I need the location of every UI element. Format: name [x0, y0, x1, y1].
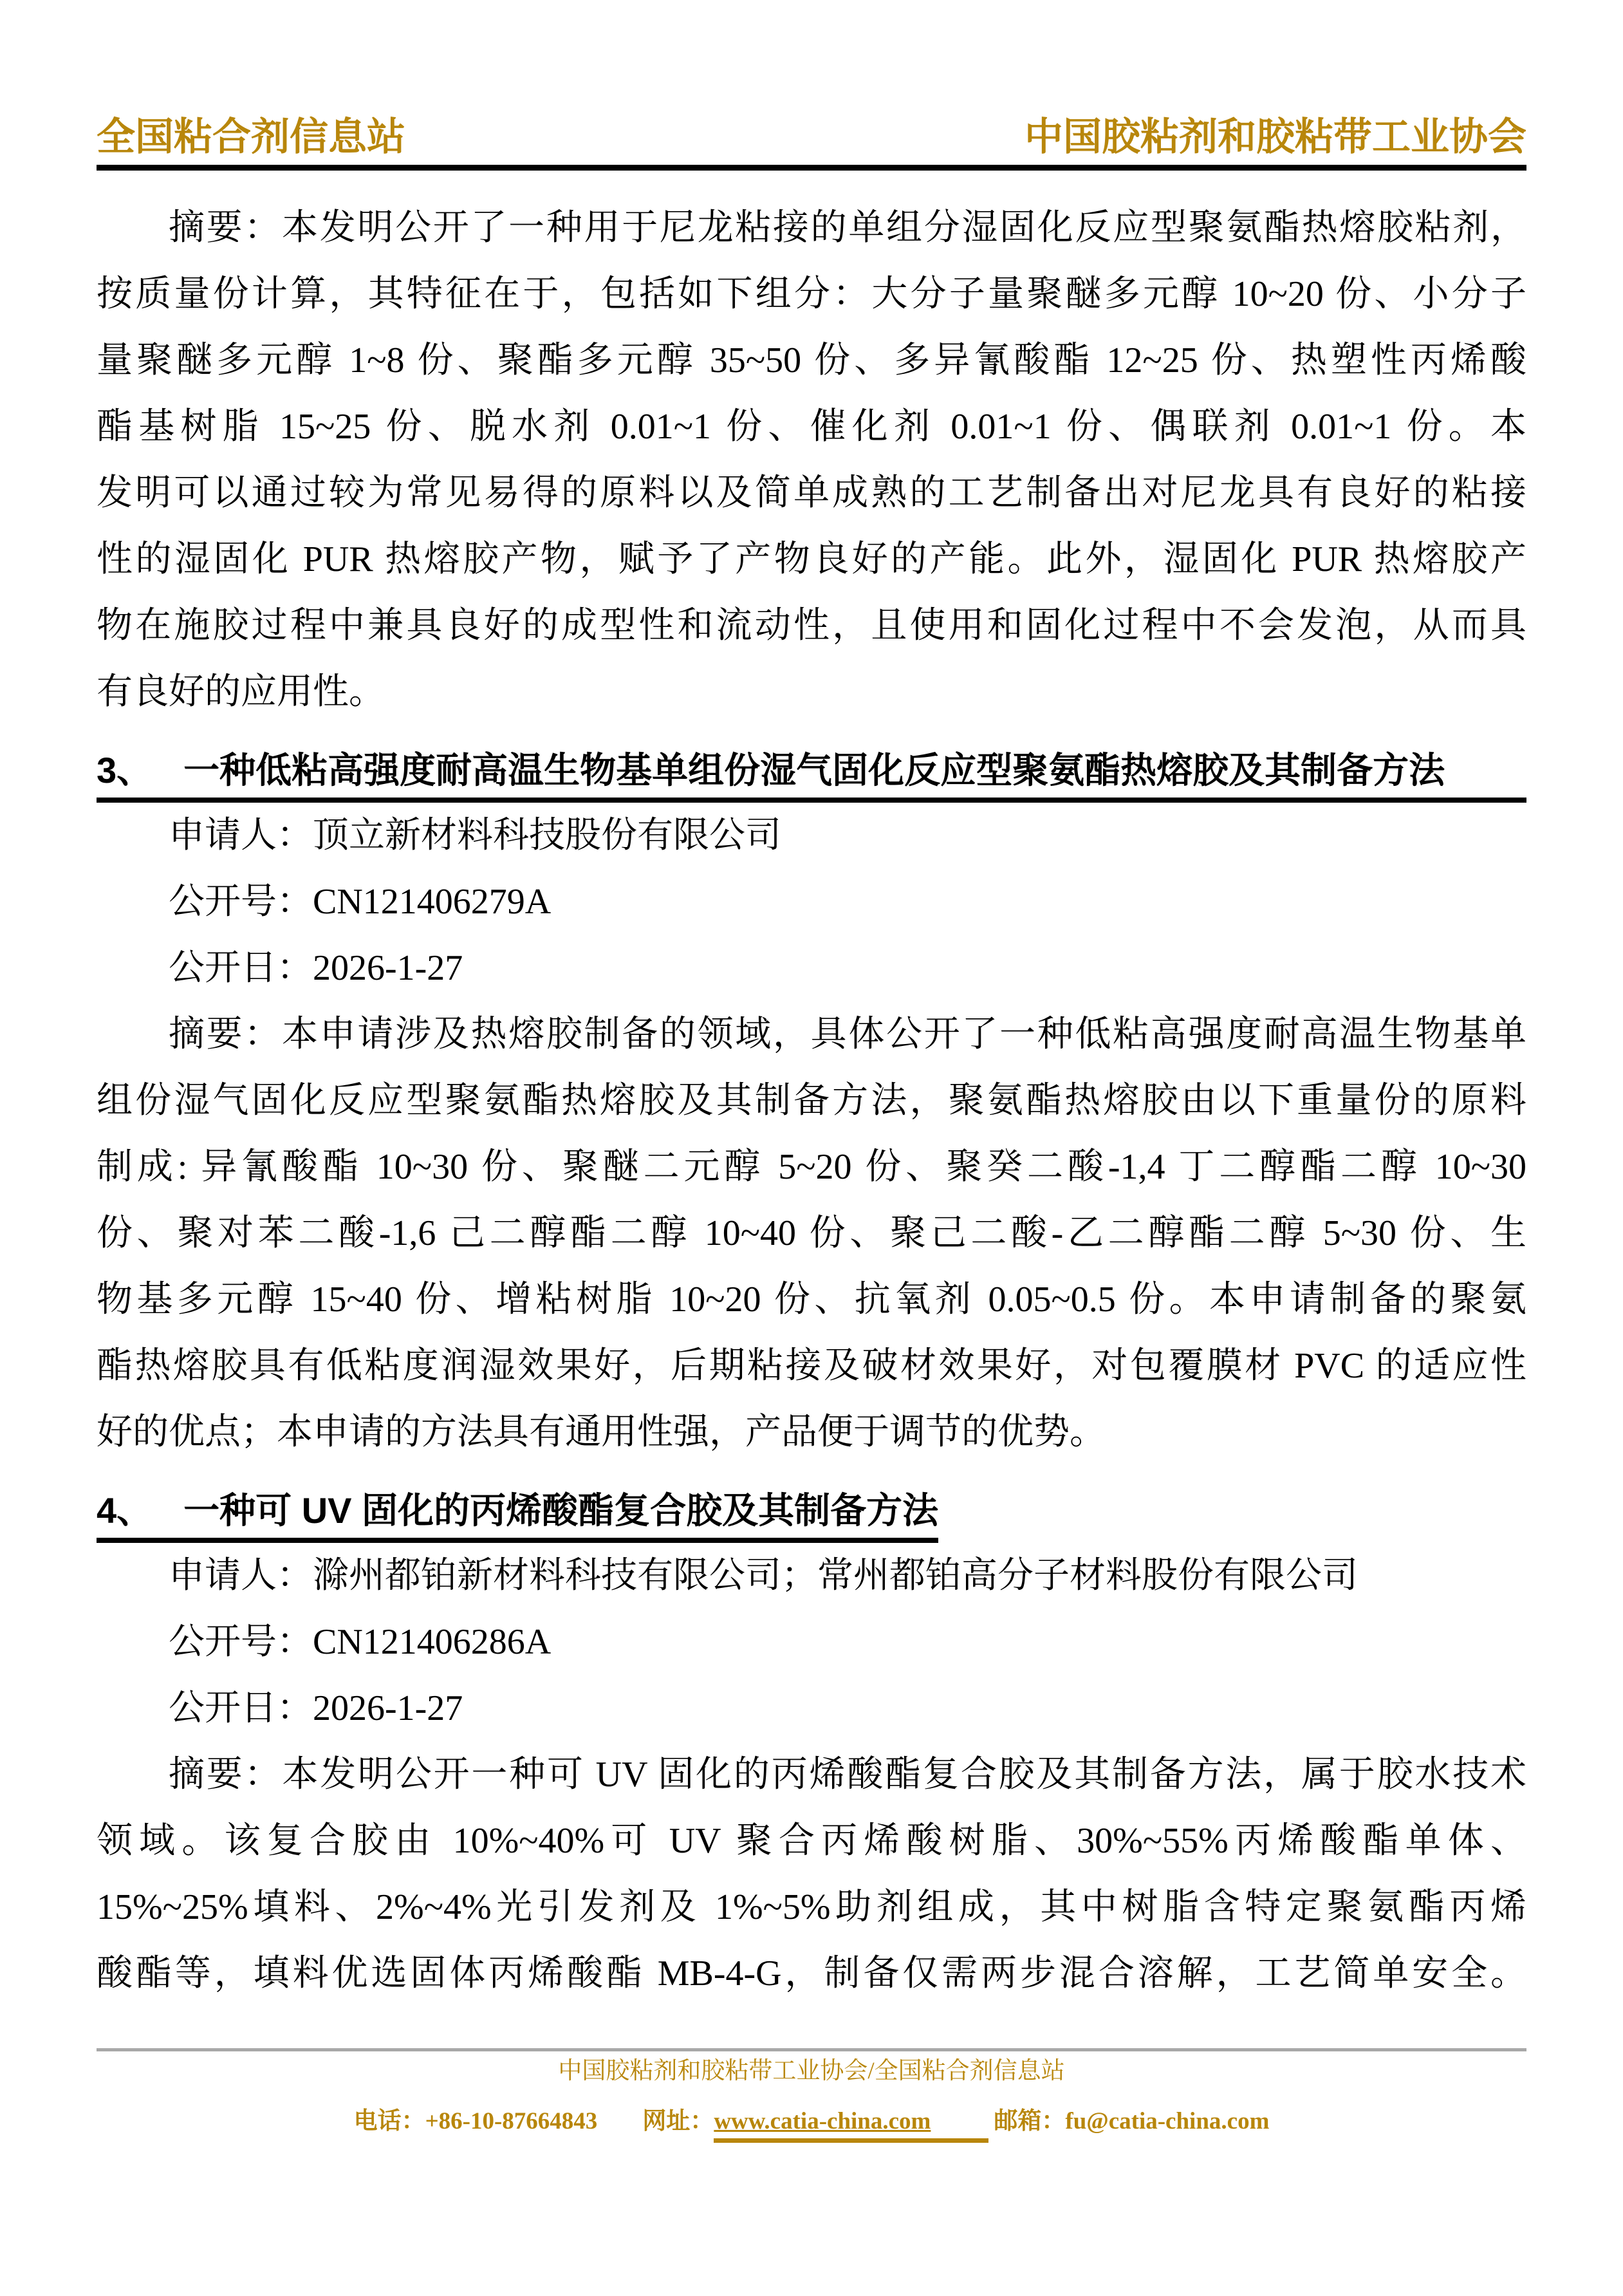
text-line: 制成: 异氰酸酯 10~30 份、聚醚二元醇 5~20 份、聚癸二酸-1,4 丁二醇酯二醇 10~30: [97, 1147, 1526, 1187]
header-divider-rule: [97, 165, 1526, 171]
patent-3-pubdate-row: [97, 935, 1526, 1002]
text-line: 组份湿气固化反应型聚氨酯热熔胶及其制备方法，聚氨酯热熔胶由以下重量份的原料: [97, 1081, 1526, 1121]
patent-4-abstract-paragraph: [97, 1742, 1526, 2007]
patent-3-pubno-row: [97, 869, 1526, 935]
pubdate-value: 2026-1-27: [313, 948, 463, 988]
footer-organization-line: 中国胶粘剂和胶粘带工业协会/全国粘合剂信息站: [558, 2058, 1065, 2084]
patent-3-heading: [97, 745, 1526, 803]
applicant-label: 申请人：: [169, 1556, 313, 1596]
footer-divider-rule: [97, 2048, 1526, 2051]
patent-3-title: 一种低粘高强度耐高温生物基单组份湿气固化反应型聚氨酯热熔胶及其制备方法: [183, 750, 1445, 790]
patent-4-number: 4、: [97, 1490, 153, 1531]
website-label: 网址：: [642, 2108, 714, 2134]
patent-3-info: [97, 803, 1526, 1002]
text-line: 有良好的应用性。: [97, 672, 385, 712]
patent-4-applicant-row: [97, 1543, 1526, 1609]
phone-label: 电话：: [353, 2108, 425, 2134]
pubno-value: CN121406286A: [313, 1622, 552, 1662]
patent-3-heading-underlined: [97, 745, 1526, 803]
text-line: 物在施胶过程中兼具良好的成型性和流动性，且使用和固化过程中不会发泡，从而具: [97, 606, 1526, 646]
email-address: fu@catia-china.com: [1065, 2108, 1270, 2134]
pubno-value: CN121406279A: [313, 882, 552, 922]
phone-number: +86-10-87664843: [425, 2108, 598, 2134]
text-line: 酯热熔胶具有低粘度润湿效果好，后期粘接及破材效果好，对包覆膜材 PVC 的适应性: [97, 1346, 1526, 1386]
header-right-org: 中国胶粘剂和胶粘带工业协会: [1025, 116, 1526, 158]
text-line: 性的湿固化 PUR 热熔胶产物，赋予了产物良好的产能。此外，湿固化 PUR 热熔胶产: [97, 539, 1526, 579]
patent-4-heading: [97, 1485, 1526, 1543]
pubdate-label: 公开日：: [169, 1688, 313, 1728]
footer-contact-line: [97, 2107, 1526, 2143]
applicant-value: 顶立新材料科技股份有限公司: [313, 816, 781, 855]
applicant-label: 申请人：: [169, 816, 313, 855]
page-header: [97, 0, 1526, 158]
patent-3-number: 3、: [97, 750, 153, 790]
pubdate-label: 公开日：: [169, 948, 313, 988]
text-line: 酯基树脂 15~25 份、脱水剂 0.01~1 份、催化剂 0.01~1 份、偶联剂 0.01~1 份。本: [97, 407, 1526, 447]
applicant-value: 滁州都铂新材料科技有限公司；常州都铂高分子材料股份有限公司: [313, 1556, 1358, 1596]
patent-4-pubno-row: [97, 1609, 1526, 1675]
patent-4-pubdate-row: [97, 1675, 1526, 1742]
website-link[interactable]: www.catia-china.com: [714, 2107, 988, 2143]
text-line: 酸酯等，填料优选固体丙烯酸酯 MB-4-G，制备仅需两步混合溶解，工艺简单安全。: [97, 1954, 1526, 1993]
header-left-org: 全国粘合剂信息站: [97, 116, 405, 158]
text-line: 按质量份计算，其特征在于，包括如下组分：大分子量聚醚多元醇 10~20 份、小分子: [97, 274, 1526, 314]
pubno-label: 公开号：: [169, 882, 313, 922]
text-line: 量聚醚多元醇 1~8 份、聚酯多元醇 35~50 份、多异氰酸酯 12~25 份、热塑性丙烯酸: [97, 341, 1526, 380]
text-line: 15%~25%填料、2%~4%光引发剂及 1%~5%助剂组成，其中树脂含特定聚氨酯丙烯: [97, 1887, 1526, 1927]
patent-4-title: 一种可 UV 固化的丙烯酸酯复合胶及其制备方法: [183, 1490, 939, 1531]
patent-4-heading-underlined: [97, 1485, 938, 1543]
text-line: 领域。该复合胶由 10%~40%可 UV 聚合丙烯酸树脂、30%~55%丙烯酸酯单体、: [97, 1821, 1526, 1861]
text-line: 摘要：本申请涉及热熔胶制备的领域，具体公开了一种低粘高强度耐高温生物基单: [169, 1014, 1526, 1054]
text-line: 好的优点；本申请的方法具有通用性强，产品便于调节的优势。: [97, 1412, 1106, 1452]
patent-3-abstract-paragraph: [97, 1002, 1526, 1466]
text-line: 摘要：本发明公开一种可 UV 固化的丙烯酸酯复合胶及其制备方法，属于胶水技术: [169, 1755, 1526, 1795]
intro-abstract-paragraph: [97, 195, 1526, 725]
text-line: 物基多元醇 15~40 份、增粘树脂 10~20 份、抗氧剂 0.05~0.5 份。本申请制备的聚氨: [97, 1280, 1526, 1320]
text-line: 份、聚对苯二酸-1,6 己二醇酯二醇 10~40 份、聚己二酸-乙二醇酯二醇 5~30 份、生: [97, 1213, 1526, 1253]
text-line: 摘要：本发明公开了一种用于尼龙粘接的单组分湿固化反应型聚氨酯热熔胶粘剂，: [169, 208, 1526, 248]
patent-3-applicant-row: [97, 803, 1526, 869]
pubdate-value: 2026-1-27: [313, 1688, 463, 1728]
patent-4-info: [97, 1543, 1526, 1742]
text-line: 发明可以通过较为常见易得的原料以及简单成熟的工艺制备出对尼龙具有良好的粘接: [97, 473, 1526, 513]
pubno-label: 公开号：: [169, 1622, 313, 1662]
email-label: 邮箱：: [994, 2108, 1066, 2134]
